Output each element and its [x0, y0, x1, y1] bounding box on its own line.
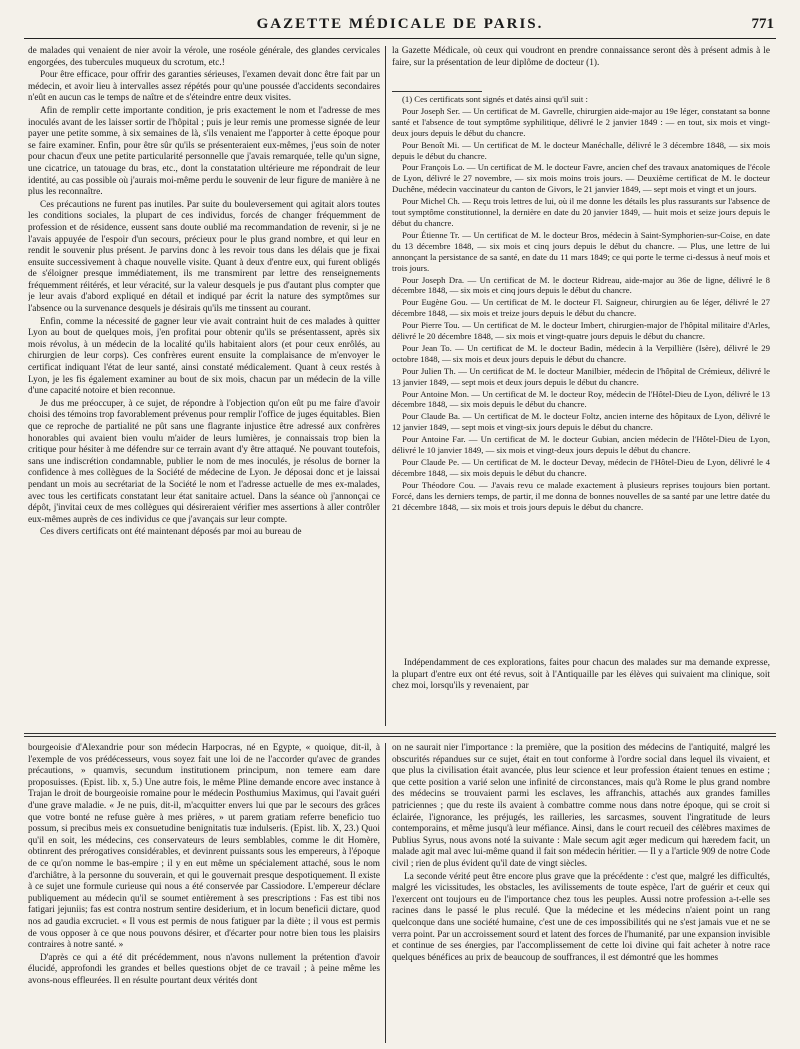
footnote: Pour Michel Ch. — Reçu trois lettres de lui, où il me donne les détails les plus rassurants sur l'absence de tout symptôme constitutionnel, la dernière en date du 20 janvier 1849, — huit mois et seize jours depuis le début du chancre. [392, 196, 770, 228]
footnote: Pour Claude Pe. — Un certificat de M. le docteur Devay, médecin de l'Hôtel-Dieu de Lyon, délivré le 4 décembre 1848, — six mois depuis le début du chancre. [392, 457, 770, 478]
upper-left-column [28, 46, 380, 720]
paragraph: Ces précautions ne furent pas inutiles. Par suite du bouleversement qui agitait alors toutes les conditions sociales, la plupart de ces individus, forcés de changer fréquemment de profession et de résidence, eussent sans doute oublié ma recommandation de revenir, si je ne l'avais appuyée de l'espoir d'un secours, précieux pour le plus grand nombre, et qui leur en rendit le souvenir plus présent. Je parvins donc à les revoir tous dans les délais que je fixai ensuite successivement à chaque nouvelle visite. Quant à deux d'entre eux, qui furent obligés de s'éloigner presque immédiatement, ils me transmirent par lettre des renseignements fréquemment réitérés, et leur véracité, sur la valeur desquels je pus d'autant plus compter que je leur avais d'abord expliqué en détail et indiqué par écrit la nature des symptômes sur l'absence ou la survenance desquels je désirais qu'ils me tinssent au courant. [28, 199, 380, 315]
footnote: Pour Pierre Tou. — Un certificat de M. le docteur Imbert, chirurgien-major de l'hôpital militaire d'Arles, délivré le 20 décembre 1848, — six mois et vingt-quatre jours depuis le début du chancre. [392, 320, 770, 342]
page-number: 771 [751, 16, 774, 32]
paragraph: Je dus me préoccuper, à ce sujet, de répondre à l'objection qu'on eût pu me faire d'avoir choisi des témoins trop favorablement prévenus pour remplir l'office de juges équitables. Bien que ce reproche de partialité ne pût sans une flagrante injustice être adressé aux confrères honorables qui avaient bien voulu m'aider de leurs lumières, je connaissais trop bien la critique pour hésiter à me défendre sur ce terrain avant d'y être attaqué. Ne pouvant toutefois, sans une indiscrétion condamnable, publier le nom de mes inoculés, je résolus de borner la confidence à mes collègues de la Société de médecine de Lyon. Je déposai donc et je laissai pendant un mois au secrétariat de la Société le nom et l'adresse actuelle de mes ex-malades, avec tous les certificats constatant leur état sanitaire actuel. Dans la séance où j'annonçai ce dépôt, j'invitai ceux de mes collègues qui désireraient vérifier mes assertions à aller contrôler eux-mêmes auprès de ces individus ce que j'avançais sur leur compte. [28, 398, 380, 525]
paragraph: bourgeoisie d'Alexandrie pour son médecin Harpocras, né en Égypte, « quoique, dit-il, à l'exemple de vos prédécesseurs, vous soyez fait une loi de ne l'accorder qu'avec de grandes précautions, » quamvis, secundum institutionem principum, non temere eam dare proposuisses. (Epist. lib. x, 5.) Une autre fois, le même Pline demande encore avec instance à Trajan le droit de bourgeoisie romaine pour le médecin Posthumius Maximus, qui l'avait guéri d'une grave maladie. « Je ne puis, dit-il, m'acquitter envers lui que par le secours des grâces que votre bonté ne refuse guère à mes prières, » ut parem gratiam referre beneficio tuo possum, si precibus meis ex consuetudine benignitatis tuæ indulseris. (Epist. lib. X, 23.) Quoi qu'il en soit, les médecins, ces conservateurs de leurs semblables, comme le dit Homère, obtinrent des prérogatives considérables, et devinrent puissants sous les empereurs, à l'époque de ce qu'on nomme le bas-empire ; il y en eut même un spécialement attaché, sous le nom d'archiâtre, à la personne du souverain, et qui le gouvernait presque despotiquement. Il existe à ce sujet une formule curieuse qui nous a été conservée par Cassiodore. L'empereur déclare publiquement au médecin qu'il se soumet entièrement à ses prescriptions : Fas est tibi nos fatigari jejuniis; fas est contra nostrum sentire desiderium, et in locum beneficii dictare, quod nos ad gaudia excruciet. « Il vous est permis de nous fatiguer par la diète ; il vous est permis de vous opposer à ce que nous pouvons désirer, et d'écarter pour notre bien tous les plaisirs contraires à notre santé. » [28, 743, 380, 951]
upper-right-column-top [392, 46, 770, 90]
footnote: Pour Théodore Cou. — J'avais revu ce malade exactement à plusieurs reprises toujours bien portant. Forcé, dans les derniers temps, de partir, il me donna de bonnes nouvelles de sa santé par une lettre datée du 21 décembre 1848, — six mois et trois jours depuis le début du chancre. [392, 479, 770, 512]
footnote: Pour Julien Th. — Un certificat de M. le docteur Manilbier, médecin de l'hôpital de Crémieux, délivré le 13 janvier 1849, — sept mois et deux jours depuis le début du chancre. [392, 365, 770, 387]
footnote: Pour Claude Ba. — Un certificat de M. le docteur Foltz, ancien interne des hôpitaux de Lyon, délivré le 12 janvier 1849, — sept mois et vingt-six jours depuis le début du chancre. [392, 411, 770, 433]
footnote: Pour Antoine Far. — Un certificat de M. le docteur Gubian, ancien médecin de l'Hôtel-Dieu de Lyon, délivré le 10 janvier 1849, — six mois et vingt-deux jours depuis le début du chancre. [392, 434, 770, 456]
journal-title: GAZETTE MÉDICALE DE PARIS. [256, 16, 544, 32]
section-separator [24, 733, 776, 737]
page-header [24, 14, 776, 39]
feuilleton-right-column [392, 743, 770, 1043]
feuilleton-left-column [28, 743, 380, 1043]
paragraph: Enfin, comme la nécessité de gagner leur vie avait contraint huit de ces malades à quitter Lyon au bout de quelques mois, j'en profitai pour obtenir qu'ils se présentassent, après six mois révolus, à un médecin de la localité qu'ils habitaient alors (et pour ceux enrôlés, au chirurgien de leur corps). Ces confrères eurent ensuite la complaisance de m'envoyer le certificat indiquant l'état de leur santé, ainsi constaté médicalement. Quant à ceux restés à Lyon, je les fis également examiner au bout de six mois, chacun par un médecin de la ville d'une capacité notoire et bien reconnue. [28, 316, 380, 397]
footnote: Pour Étienne Tr. — Un certificat de M. le docteur Bros, médecin à Saint-Symphorien-sur-Coise, en date du 13 décembre 1848, — six mois et cinq jours depuis le début du chancre. — Plus, une lettre de lui annonçant la persistance de sa santé, en date du 11 mars 1849; ce qui porte le terme ci-dessus à neuf mois et trois jours. [392, 229, 770, 273]
paragraph: Afin de remplir cette importante condition, je pris exactement le nom et l'adresse de mes inoculés avant de les laisser sortir de l'hôpital ; puis je leur remis une promesse signée de leur payer une petite somme, à six semaines de là, s'ils venaient me l'apporter à cette époque pour se faire examiner. Enfin, pour être sûr qu'ils se présenteraient eux-mêmes, j'eus soin de noter pour chacun d'eux une petite particularité personnelle que j'avais remarquée, telle qu'un signe, une cicatrice, un tatouage du bras, etc., dont la constatation ultérieure me répondrait de leur identité, au cas possible où j'aurais moi-même perdu le souvenir de leur figure de manière à ne plus les reconnaître. [28, 105, 380, 198]
footnote: Pour Joseph Dra. — Un certificat de M. le docteur Ridreau, aide-major au 36e de ligne, délivré le 8 décembre 1848, — six mois et cinq jours depuis le début du chancre. [392, 274, 770, 296]
footnotes [392, 94, 770, 654]
footnote: Pour François Lo. — Un certificat de M. le docteur Favre, ancien chef des travaux anatomiques de l'école de Lyon, délivré le 27 novembre, — six mois moins trois jours. — Deuxième certificat de M. le docteur Duchêne, médecin vaccinateur du canton de Givors, le 21 janvier 1849, — sept mois et vingt et un jours. [392, 162, 770, 195]
footnote: (1) Ces certificats sont signés et datés ainsi qu'il suit : [402, 94, 588, 104]
paragraph: Indépendamment de ces explorations, faites pour chacun des malades sur ma demande expresse, la plupart d'entre eux ont été revus, soit à l'Antiquaille par les élèves qui suivaient ma clinique, soit chez moi, lorsqu'ils y revenaient, par [392, 658, 770, 692]
paragraph: on ne saurait nier l'importance : la première, que la position des médecins de l'antiquité, malgré les obscurités répandues sur ce sujet, était en tout conforme à l'ordre social dans lequel ils vivaient, et que plus la civilisation était avancée, plus leur science et leur profession étaient tenues en estime ; que cette position a varié selon une infinité de circonstances, mais qu'à Rome le plus grand nombre des médecins se trouvaient parmi les esclaves, les affranchis, attachés aux grandes familles patriciennes ; que du reste ils avaient à combattre comme nous dans notre époque, qui se croit si éclairée, l'ignorance, les préjugés, les railleries, les sarcasmes, souvent l'ingratitude de leurs contemporains, et même jusqu'à leur méfiance. Ainsi, dans le court recueil des célèbres maximes de Publius Syrus, nous avons noté la suivante : Male secum agit æger medicum qui hæredem facit, un malade agit mal avec lui-même quand il fait son médecin héritier. — Il y a l'article 909 de notre Code civil ; rien de plus évident qu'il date de vingt siècles. [392, 743, 770, 869]
footnote: Pour Eugène Gou. — Un certificat de M. le docteur Fl. Saigneur, chirurgien au 6e léger, délivré le 27 décembre 1848, — six mois et treize jours depuis le début du chancre. [392, 297, 770, 319]
paragraph: La seconde vérité peut être encore plus grave que la précédente : c'est que, malgré les difficultés, malgré les vicissitudes, les obstacles, les avilissements de toute espèce, l'art de guérir et ceux qui l'exercent ont toujours eu de l'importance chez tous les peuples. Aussi notre profession a-t-elle ses racines dans le passé le plus reculé. Que la médecine et les médecins n'aient point un rang quelconque dans une société humaine, c'est une de ces impossibilités qui ne s'est jamais vue et ne se verra point. Par un accroissement sourd et latent des forces de l'humanité, par une expansion invisible et continue de ses énergies, par l'accomplissement de cette loi divine qui fait acheter à notre race quelques bénéfices au prix de beaucoup de souffrances, il est démontré que les hommes [392, 871, 770, 963]
paragraph: la Gazette Médicale, où ceux qui voudront en prendre connaissance seront dès à présent admis à le faire, sur la présentation de leur diplôme de docteur (1). [392, 46, 770, 68]
column-divider [385, 46, 386, 726]
paragraph: de malades qui venaient de nier avoir la vérole, une roséole générale, des glandes cervicales engorgées, des tubercules muqueux du scrotum, etc.! [28, 46, 380, 68]
footnote: Pour Benoît Mi. — Un certificat de M. le docteur Manéchalle, délivré le 3 décembre 1848, — six mois depuis le début du chancre. [392, 139, 770, 161]
upper-right-column-bottom [392, 658, 770, 726]
paragraph: Ces divers certificats ont été maintenant déposés par moi au bureau de [40, 527, 302, 538]
footnote-rule [392, 91, 482, 92]
footnote: Pour Jean To. — Un certificat de M. le docteur Badin, médecin à la Verpillière (Isère), délivré le 29 octobre 1848, — six mois et deux jours depuis le début du chancre. [392, 342, 770, 364]
footnote: Pour Joseph Ser. — Un certificat de M. Gavrelle, chirurgien aide-major au 19e léger, constatant sa bonne santé et l'absence de tout symptôme syphilitique, délivré le 2 janvier 1849 : — en tout, six mois et vingt-deux jours depuis le début du chancre. [392, 105, 770, 138]
paragraph: Pour être efficace, pour offrir des garanties sérieuses, l'examen devait donc être fait par un médecin, et avoir lieu à intervalles assez répétés pour qu'une poussée d'accidents secondaires n'eût en aucun cas le temps de naître et de s'éteindre entre deux visites. [28, 70, 380, 104]
footnote: Pour Antoine Mon. — Un certificat de M. le docteur Roy, médecin de l'Hôtel-Dieu de Lyon, délivré le 13 décembre 1848, — six mois depuis le début du chancre. [392, 388, 770, 410]
column-divider [385, 743, 386, 1043]
paragraph: D'après ce qui a été dit précédemment, nous n'avons nullement la prétention d'avoir élucidé, approfondi les grandes et belles questions objet de ce travail ; à peine même les avons-nous effleurées. Il en résulte pourtant deux vérités dont [28, 952, 380, 986]
